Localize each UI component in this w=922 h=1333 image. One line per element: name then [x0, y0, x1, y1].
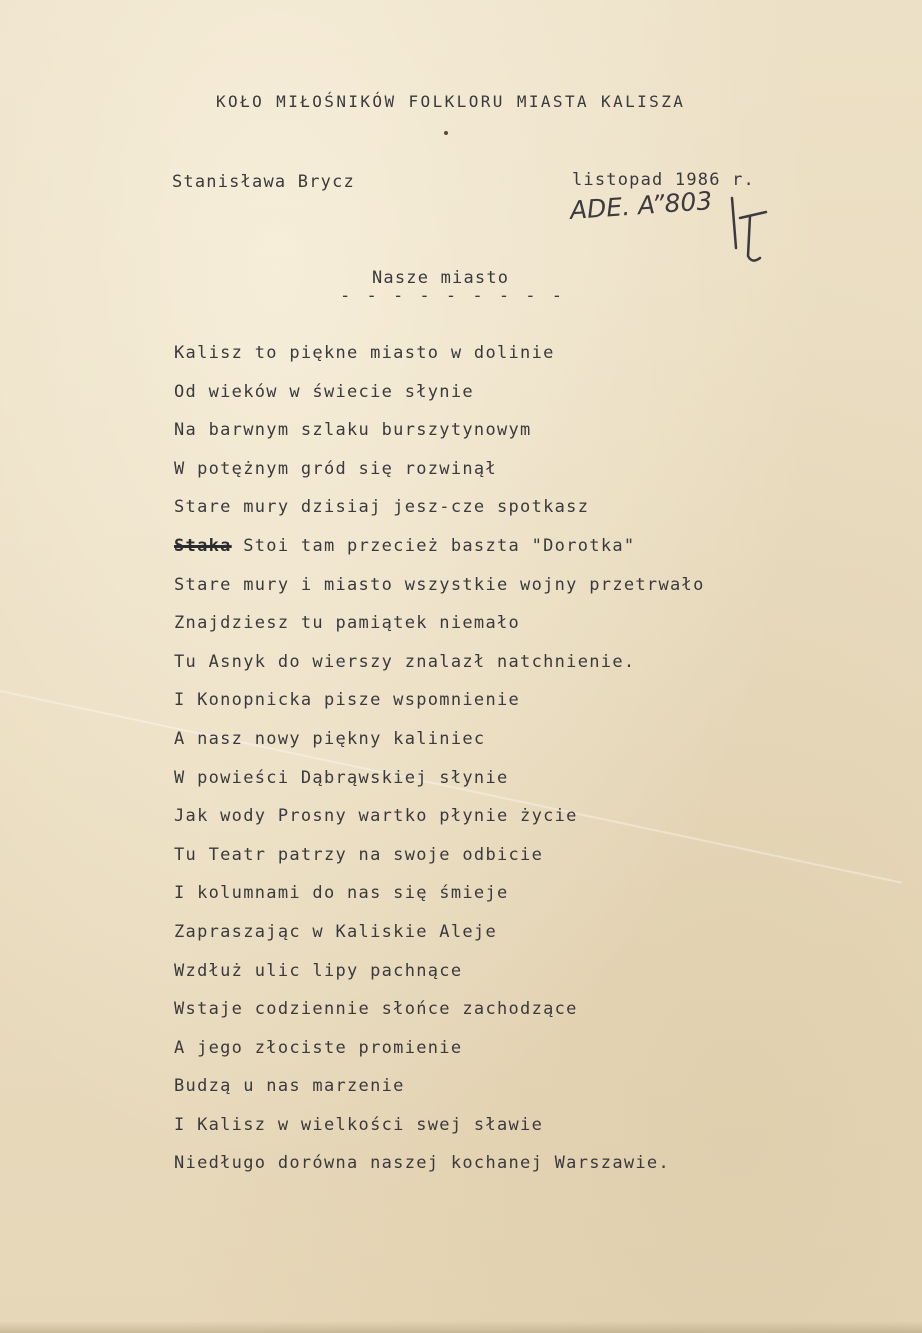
poem-line: Na barwnym szlaku burszytynowym [174, 420, 532, 441]
poem-body [174, 343, 774, 1192]
poem-line: Budzą u nas marzenie [174, 1076, 405, 1097]
poem-line: W powieści Dąbrąwskiej słynie [174, 767, 509, 788]
ink-dot [444, 131, 448, 135]
handwritten-bracket-mark [726, 190, 776, 270]
poem-line: Wzdłuż ulic lipy pachnące [174, 960, 463, 981]
poem-line: Znajdziesz tu pamiątek niemało [174, 613, 521, 634]
struck-out-word: Staka [174, 535, 232, 556]
poem-line-text: Stoi tam przecież baszta "Dorotka" [243, 535, 636, 556]
handwritten-archive-note: ADE. A”803 [568, 186, 714, 225]
poem-line: Od wieków w świecie słynie [174, 381, 474, 402]
poem-line: Kalisz to piękne miasto w dolinie [174, 343, 555, 363]
poem-line: A jego złociste promienie [174, 1037, 463, 1058]
poem-line: Wstaje codziennie słońce zachodzące [174, 999, 578, 1020]
poem-line: Tu Teatr patrzy na swoje odbicie [174, 844, 544, 865]
organization-header: KOŁO MIŁOŚNIKÓW FOLKLORU MIASTA KALISZA [216, 92, 686, 111]
poem-line: Stare mury i miasto wszystkie wojny przetrwało [174, 574, 705, 595]
poem-title: Nasze miasto [372, 268, 510, 288]
poem-line: I Konopnicka pisze wspomnienie [174, 690, 521, 711]
poem-line: Niedługo dorówna naszej kochanej Warszawie. [174, 1153, 670, 1174]
poem-line: Jak wody Prosny wartko płynie życie [174, 806, 578, 827]
poem-line: I Kalisz w wielkości swej sławie [174, 1114, 544, 1135]
poem-line: Tu Asnyk do wierszy znalazł natchnienie. [174, 651, 636, 672]
poem-line: Zapraszając w Kaliskie Aleje [174, 921, 497, 942]
poem-line: A nasz nowy piękny kaliniec [174, 728, 486, 749]
poem-line: W potężnym gród się rozwinął [174, 458, 497, 479]
author-name: Stanisława Brycz [172, 172, 355, 192]
poem-line: Stare mury dzisiaj jesz-cze spotkasz [174, 497, 590, 518]
poem-title-underline: - - - - - - - - - [340, 286, 565, 306]
poem-line [174, 536, 774, 575]
poem-line: I kolumnami do nas się śmieje [174, 883, 509, 904]
paper-bottom-edge [0, 1321, 922, 1333]
document-date: listopad 1986 r. [572, 170, 755, 190]
